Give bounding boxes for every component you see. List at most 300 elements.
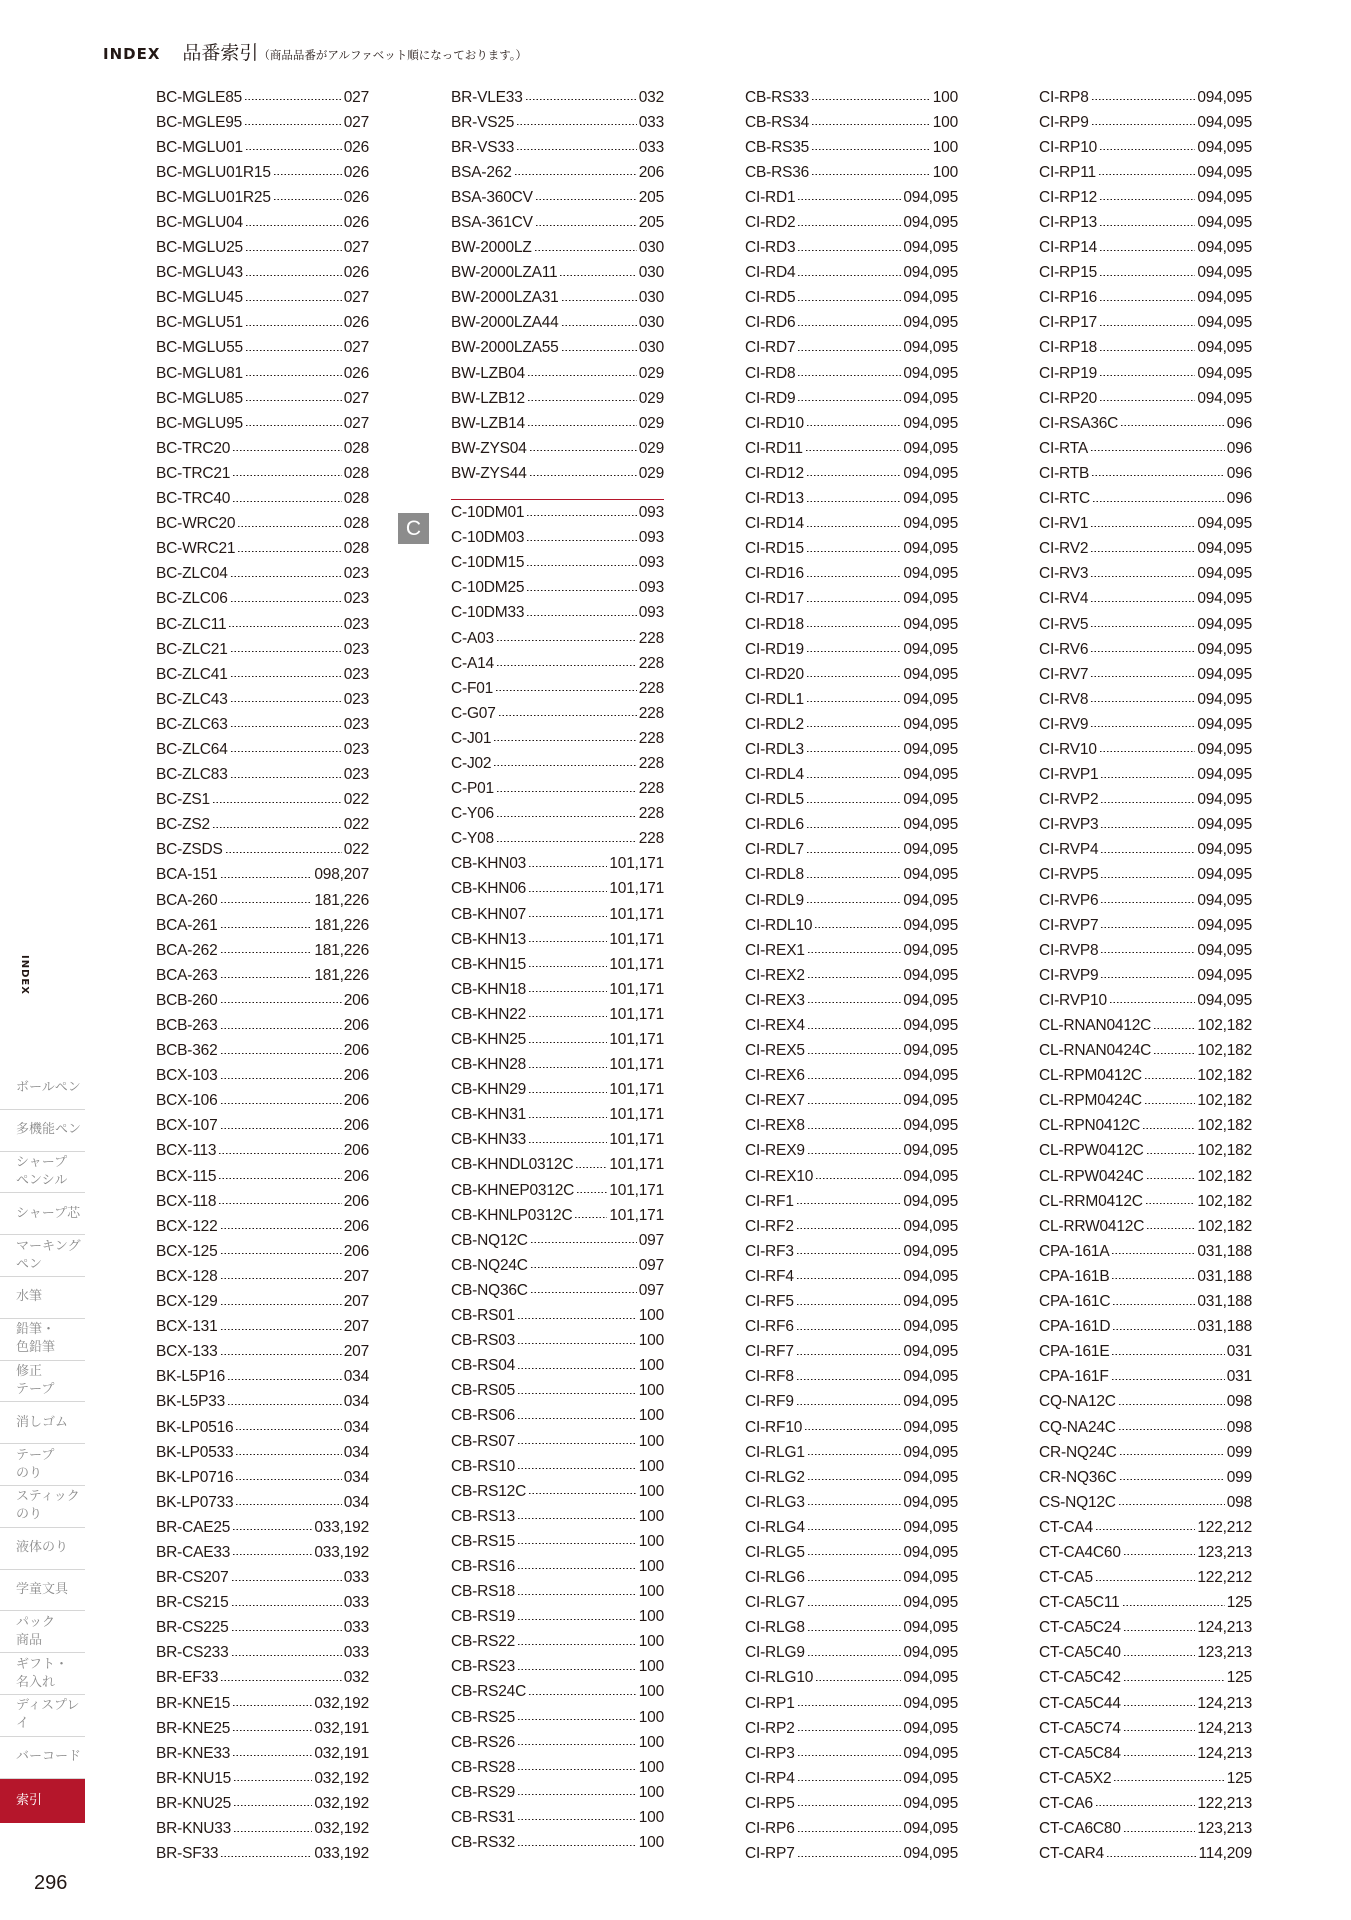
- page-reference: 102,182: [1197, 1117, 1252, 1135]
- dot-leader: [517, 1393, 637, 1394]
- index-entry: [451, 1504, 664, 1529]
- page-reference: 101,171: [609, 1156, 664, 1174]
- page-reference: 094,095: [903, 364, 958, 382]
- dot-leader: [517, 1644, 637, 1645]
- dot-leader: [232, 1730, 312, 1731]
- page-reference: 094,095: [903, 214, 958, 232]
- nav-item[interactable]: 索引: [0, 1779, 85, 1823]
- dot-leader: [245, 425, 342, 426]
- product-code: C-10DM33: [451, 604, 525, 622]
- dot-leader: [245, 400, 342, 401]
- page-reference: 033: [343, 1644, 369, 1662]
- index-entry: [1039, 662, 1252, 687]
- dot-leader: [517, 1343, 637, 1344]
- dot-leader: [232, 475, 342, 476]
- product-code: BSA-262: [451, 163, 512, 181]
- dot-leader: [576, 1192, 607, 1193]
- dot-leader: [232, 450, 342, 451]
- dot-leader: [806, 475, 901, 476]
- dot-leader: [530, 1242, 637, 1243]
- index-entry: [451, 952, 664, 977]
- product-code: BC-MGLU04: [156, 214, 243, 232]
- nav-item[interactable]: 消しゴム: [0, 1402, 85, 1444]
- product-code: CB-KHN28: [451, 1056, 527, 1074]
- nav-item[interactable]: パック 商品: [0, 1611, 85, 1653]
- index-entry: [745, 386, 958, 411]
- dot-leader: [1090, 676, 1195, 677]
- dot-leader: [1123, 1554, 1196, 1555]
- nav-item[interactable]: バーコード: [0, 1737, 85, 1779]
- product-code: CI-RVP7: [1039, 916, 1099, 934]
- dot-leader: [797, 1755, 902, 1756]
- product-code: CI-RV6: [1039, 640, 1089, 658]
- page-reference: 094,095: [903, 1217, 958, 1235]
- index-entry: [156, 1064, 369, 1089]
- product-code: BK-L5P33: [156, 1393, 226, 1411]
- dot-leader: [245, 375, 342, 376]
- product-code: CI-RD5: [745, 289, 796, 307]
- page-reference: 094,095: [903, 1418, 958, 1436]
- dot-leader: [528, 1092, 607, 1093]
- page-reference: 094,095: [1197, 715, 1252, 733]
- product-code: CI-RLG10: [745, 1669, 814, 1687]
- dot-leader: [815, 1178, 901, 1179]
- dot-leader: [796, 1354, 902, 1355]
- index-entry: [156, 1766, 369, 1791]
- product-code: CQ-NA12C: [1039, 1393, 1116, 1411]
- page-reference: 100: [932, 113, 958, 131]
- index-entry: [156, 1013, 369, 1038]
- index-entry: [1039, 737, 1252, 762]
- page-reference: 094,095: [903, 615, 958, 633]
- index-entry: [156, 1490, 369, 1515]
- product-code: BR-VS33: [451, 138, 515, 156]
- index-entry: [1039, 1816, 1252, 1841]
- page-reference: 034: [343, 1418, 369, 1436]
- index-entry: [1039, 913, 1252, 938]
- dot-leader: [1123, 1630, 1196, 1631]
- product-code: CI-RV3: [1039, 565, 1089, 583]
- page-reference: 026: [343, 364, 369, 382]
- index-entry: [451, 676, 664, 701]
- product-code: CI-RP2: [745, 1719, 795, 1737]
- index-entry: [745, 813, 958, 838]
- page-reference: 123,213: [1197, 1644, 1252, 1662]
- product-code: CI-RLG6: [745, 1569, 805, 1587]
- page-reference: 206: [343, 1017, 369, 1035]
- header-note: （商品品番がアルファベット順になっております。）: [258, 48, 528, 62]
- index-entry: [156, 963, 369, 988]
- index-entry: [1039, 236, 1252, 261]
- product-code: CI-RD11: [745, 439, 803, 457]
- dot-leader: [797, 1805, 902, 1806]
- index-entry: [156, 1089, 369, 1114]
- index-entry: [156, 1591, 369, 1616]
- product-code: CB-RS24C: [451, 1683, 527, 1701]
- page-reference: 094,095: [903, 1117, 958, 1135]
- product-code: BCX-107: [156, 1117, 218, 1135]
- product-code: BC-MGLU45: [156, 289, 243, 307]
- product-code: CI-RD2: [745, 214, 796, 232]
- page-reference: 094,095: [903, 916, 958, 934]
- product-code: CPA-161F: [1039, 1368, 1109, 1386]
- dot-leader: [220, 902, 313, 903]
- product-code: BCA-260: [156, 891, 218, 909]
- index-entry: [1039, 1365, 1252, 1390]
- index-entry: [1039, 85, 1252, 110]
- product-code: BCX-103: [156, 1067, 218, 1085]
- page-reference: 094,095: [903, 1293, 958, 1311]
- nav-item[interactable]: スティック のり: [0, 1486, 85, 1528]
- product-code: CB-RS28: [451, 1758, 516, 1776]
- index-entry: [451, 436, 664, 461]
- index-entry: [745, 1816, 958, 1841]
- product-code: CT-CA6: [1039, 1794, 1093, 1812]
- page-reference: 124,213: [1197, 1744, 1252, 1762]
- product-code: CT-CAR4: [1039, 1845, 1104, 1863]
- nav-item[interactable]: 修正 テープ: [0, 1361, 85, 1403]
- index-entry: [1039, 1064, 1252, 1089]
- index-entry: [451, 626, 664, 651]
- dot-leader: [1099, 149, 1195, 150]
- page-reference: 094,095: [903, 1468, 958, 1486]
- dot-leader: [1153, 1053, 1195, 1054]
- product-code: CI-RP7: [745, 1845, 795, 1863]
- header-index-label: INDEX: [103, 45, 161, 63]
- page-reference: 094,095: [903, 1267, 958, 1285]
- product-code: CS-NQ12C: [1039, 1493, 1116, 1511]
- index-entry: [1039, 1741, 1252, 1766]
- index-entry: [1039, 286, 1252, 311]
- page-reference: 205: [638, 214, 664, 232]
- index-entry: [451, 1379, 664, 1404]
- page-reference: 034: [343, 1493, 369, 1511]
- page-reference: 094,095: [1197, 264, 1252, 282]
- index-entry: [451, 1178, 664, 1203]
- product-code: CI-RD14: [745, 515, 804, 533]
- page-reference: 102,182: [1197, 1067, 1252, 1085]
- product-code: CI-RF6: [745, 1318, 794, 1336]
- page-reference: 094,095: [1197, 188, 1252, 206]
- nav-item[interactable]: シャープ ペンシル: [0, 1152, 85, 1194]
- dot-leader: [228, 626, 341, 627]
- dot-leader: [797, 250, 901, 251]
- page-reference: 102,182: [1197, 1042, 1252, 1060]
- dot-leader: [1100, 927, 1195, 928]
- product-code: CI-RDL8: [745, 866, 804, 884]
- product-code: BC-ZLC41: [156, 665, 228, 683]
- page-reference: 101,171: [609, 1181, 664, 1199]
- page-reference: 094,095: [1197, 916, 1252, 934]
- dot-leader: [807, 1153, 902, 1154]
- index-entry: [1039, 461, 1252, 486]
- index-entry: [745, 487, 958, 512]
- index-entry: [1039, 1139, 1252, 1164]
- page-reference: 026: [343, 264, 369, 282]
- nav-item[interactable]: 鉛筆・ 色鉛筆: [0, 1319, 85, 1361]
- page-reference: 094,095: [903, 791, 958, 809]
- product-code: CB-RS35: [745, 138, 810, 156]
- product-code: CI-RD7: [745, 339, 796, 357]
- nav-item[interactable]: 多機能ペン: [0, 1110, 85, 1152]
- page-reference: 094,095: [903, 1343, 958, 1361]
- dot-leader: [245, 275, 342, 276]
- page-reference: 022: [343, 841, 369, 859]
- product-code: BW-LZB14: [451, 414, 525, 432]
- index-entry: [156, 487, 369, 512]
- index-entry: [451, 1278, 664, 1303]
- page-reference: 102,182: [1197, 1092, 1252, 1110]
- product-code: CI-RVP2: [1039, 791, 1099, 809]
- nav-item[interactable]: ディスプレイ: [0, 1695, 85, 1737]
- index-entry: [156, 988, 369, 1013]
- index-entry: [1039, 1515, 1252, 1540]
- index-column-1: [156, 85, 369, 1867]
- product-code: BR-SF33: [156, 1845, 219, 1863]
- dot-leader: [807, 977, 902, 978]
- index-entry: [156, 888, 369, 913]
- product-code: CI-RVP4: [1039, 841, 1099, 859]
- index-entry: [745, 1039, 958, 1064]
- dot-leader: [496, 640, 637, 641]
- dot-leader: [1098, 174, 1195, 175]
- index-entry: [451, 135, 664, 160]
- dot-leader: [1144, 1103, 1195, 1104]
- page-reference: 094,095: [903, 1594, 958, 1612]
- dot-leader: [1118, 1429, 1225, 1430]
- index-entry: [451, 185, 664, 210]
- dot-leader: [220, 1253, 342, 1254]
- dot-leader: [230, 726, 342, 727]
- page-reference: 033,192: [314, 1845, 369, 1863]
- dot-leader: [230, 676, 342, 677]
- product-code: CI-RD16: [745, 565, 804, 583]
- page-reference: 094,095: [903, 1543, 958, 1561]
- index-entry: [156, 737, 369, 762]
- product-code: CB-RS33: [745, 88, 810, 106]
- page-reference: 101,171: [609, 1206, 664, 1224]
- dot-leader: [230, 701, 342, 702]
- dot-leader: [526, 615, 636, 616]
- page-reference: 094,095: [1197, 289, 1252, 307]
- index-entry: [156, 1264, 369, 1289]
- product-code: CB-RS32: [451, 1834, 516, 1852]
- dot-leader: [245, 250, 342, 251]
- nav-item[interactable]: テープ のり: [0, 1444, 85, 1486]
- page-reference: 094,095: [903, 464, 958, 482]
- dot-leader: [561, 300, 637, 301]
- index-entry: [156, 1641, 369, 1666]
- product-code: CI-RP8: [1039, 88, 1089, 106]
- nav-item[interactable]: マーキング ペン: [0, 1235, 85, 1277]
- page-reference: 094,095: [903, 490, 958, 508]
- dot-leader: [1111, 1379, 1225, 1380]
- index-entry: [156, 1164, 369, 1189]
- page-reference: 094,095: [1197, 540, 1252, 558]
- product-code: CI-RP16: [1039, 289, 1098, 307]
- nav-item[interactable]: 液体のり: [0, 1528, 85, 1570]
- nav-item[interactable]: ギフト・ 名入れ: [0, 1653, 85, 1695]
- page-reference: 101,171: [609, 955, 664, 973]
- dot-leader: [1111, 1278, 1195, 1279]
- page-reference: 101,171: [609, 1056, 664, 1074]
- page-reference: 228: [638, 654, 664, 672]
- product-code: CI-RTC: [1039, 490, 1091, 508]
- index-entry: [1039, 210, 1252, 235]
- index-entry: [745, 662, 958, 687]
- page-reference: 023: [343, 640, 369, 658]
- product-code: BC-WRC20: [156, 515, 236, 533]
- index-entry: [156, 1239, 369, 1264]
- index-entry: [156, 838, 369, 863]
- dot-leader: [807, 1103, 902, 1104]
- dot-leader: [237, 551, 341, 552]
- index-entry: [745, 1641, 958, 1666]
- product-code: BR-EF33: [156, 1669, 219, 1687]
- page-reference: 206: [343, 1192, 369, 1210]
- page-reference: 094,095: [1197, 866, 1252, 884]
- index-entry: [451, 1479, 664, 1504]
- page-reference: 028: [343, 490, 369, 508]
- dot-leader: [220, 977, 313, 978]
- product-code: CI-RV10: [1039, 740, 1097, 758]
- product-code: CT-CA4C60: [1039, 1543, 1121, 1561]
- dot-leader: [797, 350, 901, 351]
- product-code: CI-REX7: [745, 1092, 805, 1110]
- nav-item[interactable]: 水筆: [0, 1277, 85, 1319]
- index-entry: [745, 210, 958, 235]
- nav-item[interactable]: シャープ芯: [0, 1193, 85, 1235]
- page-reference: 094,095: [903, 665, 958, 683]
- index-entry: [156, 1515, 369, 1540]
- index-entry: [156, 461, 369, 486]
- product-code: BW-LZB04: [451, 364, 525, 382]
- index-entry: [1039, 612, 1252, 637]
- dot-leader: [1100, 952, 1195, 953]
- index-entry: [451, 1053, 664, 1078]
- page-reference: 027: [343, 239, 369, 257]
- dot-leader: [1099, 325, 1195, 326]
- index-entry: [1039, 813, 1252, 838]
- page-reference: 026: [343, 314, 369, 332]
- dot-leader: [1099, 300, 1195, 301]
- product-code: CI-RLG4: [745, 1518, 805, 1536]
- product-code: CI-RP19: [1039, 364, 1098, 382]
- page-reference: 026: [343, 163, 369, 181]
- product-code: BC-MGLE85: [156, 88, 243, 106]
- dot-leader: [517, 1719, 637, 1720]
- index-entry: [745, 1691, 958, 1716]
- product-code: CB-KHN06: [451, 880, 527, 898]
- product-code: CI-REX4: [745, 1017, 805, 1035]
- page-reference: 026: [343, 188, 369, 206]
- product-code: CI-RD8: [745, 364, 796, 382]
- product-code: BC-ZLC64: [156, 740, 228, 758]
- dot-leader: [245, 350, 342, 351]
- index-entry: [156, 185, 369, 210]
- index-entry: [451, 877, 664, 902]
- page-reference: 094,095: [903, 289, 958, 307]
- dot-leader: [1123, 1680, 1225, 1681]
- index-entry: [1039, 1666, 1252, 1691]
- index-entry: [745, 461, 958, 486]
- page-reference: 094,095: [903, 1669, 958, 1687]
- page-reference: 100: [638, 1658, 664, 1676]
- index-entry: [156, 110, 369, 135]
- page-reference: 031,188: [1197, 1267, 1252, 1285]
- nav-item[interactable]: ボールペン: [0, 1068, 85, 1110]
- index-entry: [451, 1429, 664, 1454]
- product-code: CB-KHN18: [451, 980, 527, 998]
- page-reference: 094,095: [903, 1769, 958, 1787]
- index-entry: [156, 1365, 369, 1390]
- dot-leader: [1095, 1805, 1195, 1806]
- dot-leader: [806, 802, 901, 803]
- dot-leader: [1100, 902, 1195, 903]
- dot-leader: [517, 1819, 637, 1820]
- page-reference: 094,095: [1197, 389, 1252, 407]
- index-entry: [1039, 1616, 1252, 1641]
- index-entry: [1039, 1591, 1252, 1616]
- index-entry: [156, 612, 369, 637]
- page-reference: 094,095: [903, 1042, 958, 1060]
- index-entry: [156, 1816, 369, 1841]
- page-reference: 031,188: [1197, 1318, 1252, 1336]
- page-reference: 094,095: [1197, 841, 1252, 859]
- dot-leader: [1090, 701, 1195, 702]
- page-reference: 032,192: [314, 1820, 369, 1838]
- dot-leader: [796, 1404, 902, 1405]
- dot-leader: [528, 941, 607, 942]
- dot-leader: [1118, 1504, 1225, 1505]
- page-reference: 097: [638, 1256, 664, 1274]
- dot-leader: [806, 651, 901, 652]
- dot-leader: [496, 841, 637, 842]
- page-reference: 094,095: [1197, 941, 1252, 959]
- index-entry: [745, 1540, 958, 1565]
- index-column-3: [745, 85, 958, 1867]
- index-entry: [451, 311, 664, 336]
- product-code: CB-RS23: [451, 1658, 516, 1676]
- page-reference: 029: [638, 464, 664, 482]
- dot-leader: [212, 827, 342, 828]
- dot-leader: [1090, 450, 1225, 451]
- product-code: CI-RV4: [1039, 590, 1089, 608]
- page-reference: 101,171: [609, 1131, 664, 1149]
- page-reference: 022: [343, 816, 369, 834]
- product-code: BC-MGLU01R15: [156, 163, 271, 181]
- section-letter-badge: C: [398, 513, 429, 544]
- dot-leader: [220, 1354, 342, 1355]
- dot-leader: [1090, 601, 1195, 602]
- dot-leader: [528, 1117, 607, 1118]
- page-reference: 122,212: [1197, 1569, 1252, 1587]
- page-reference: 093: [638, 529, 664, 547]
- index-entry: [1039, 1716, 1252, 1741]
- nav-item[interactable]: 学童文具: [0, 1570, 85, 1612]
- dot-leader: [218, 1178, 341, 1179]
- product-code: CI-RLG2: [745, 1468, 805, 1486]
- dot-leader: [517, 1368, 637, 1369]
- page-reference: 094,095: [903, 1443, 958, 1461]
- product-code: CI-RLG9: [745, 1644, 805, 1662]
- page-reference: 094,095: [903, 966, 958, 984]
- index-entry: [451, 927, 664, 952]
- page-reference: 100: [638, 1758, 664, 1776]
- page-reference: 094,095: [903, 640, 958, 658]
- page-reference: 033: [343, 1594, 369, 1612]
- index-entry: [1039, 1390, 1252, 1415]
